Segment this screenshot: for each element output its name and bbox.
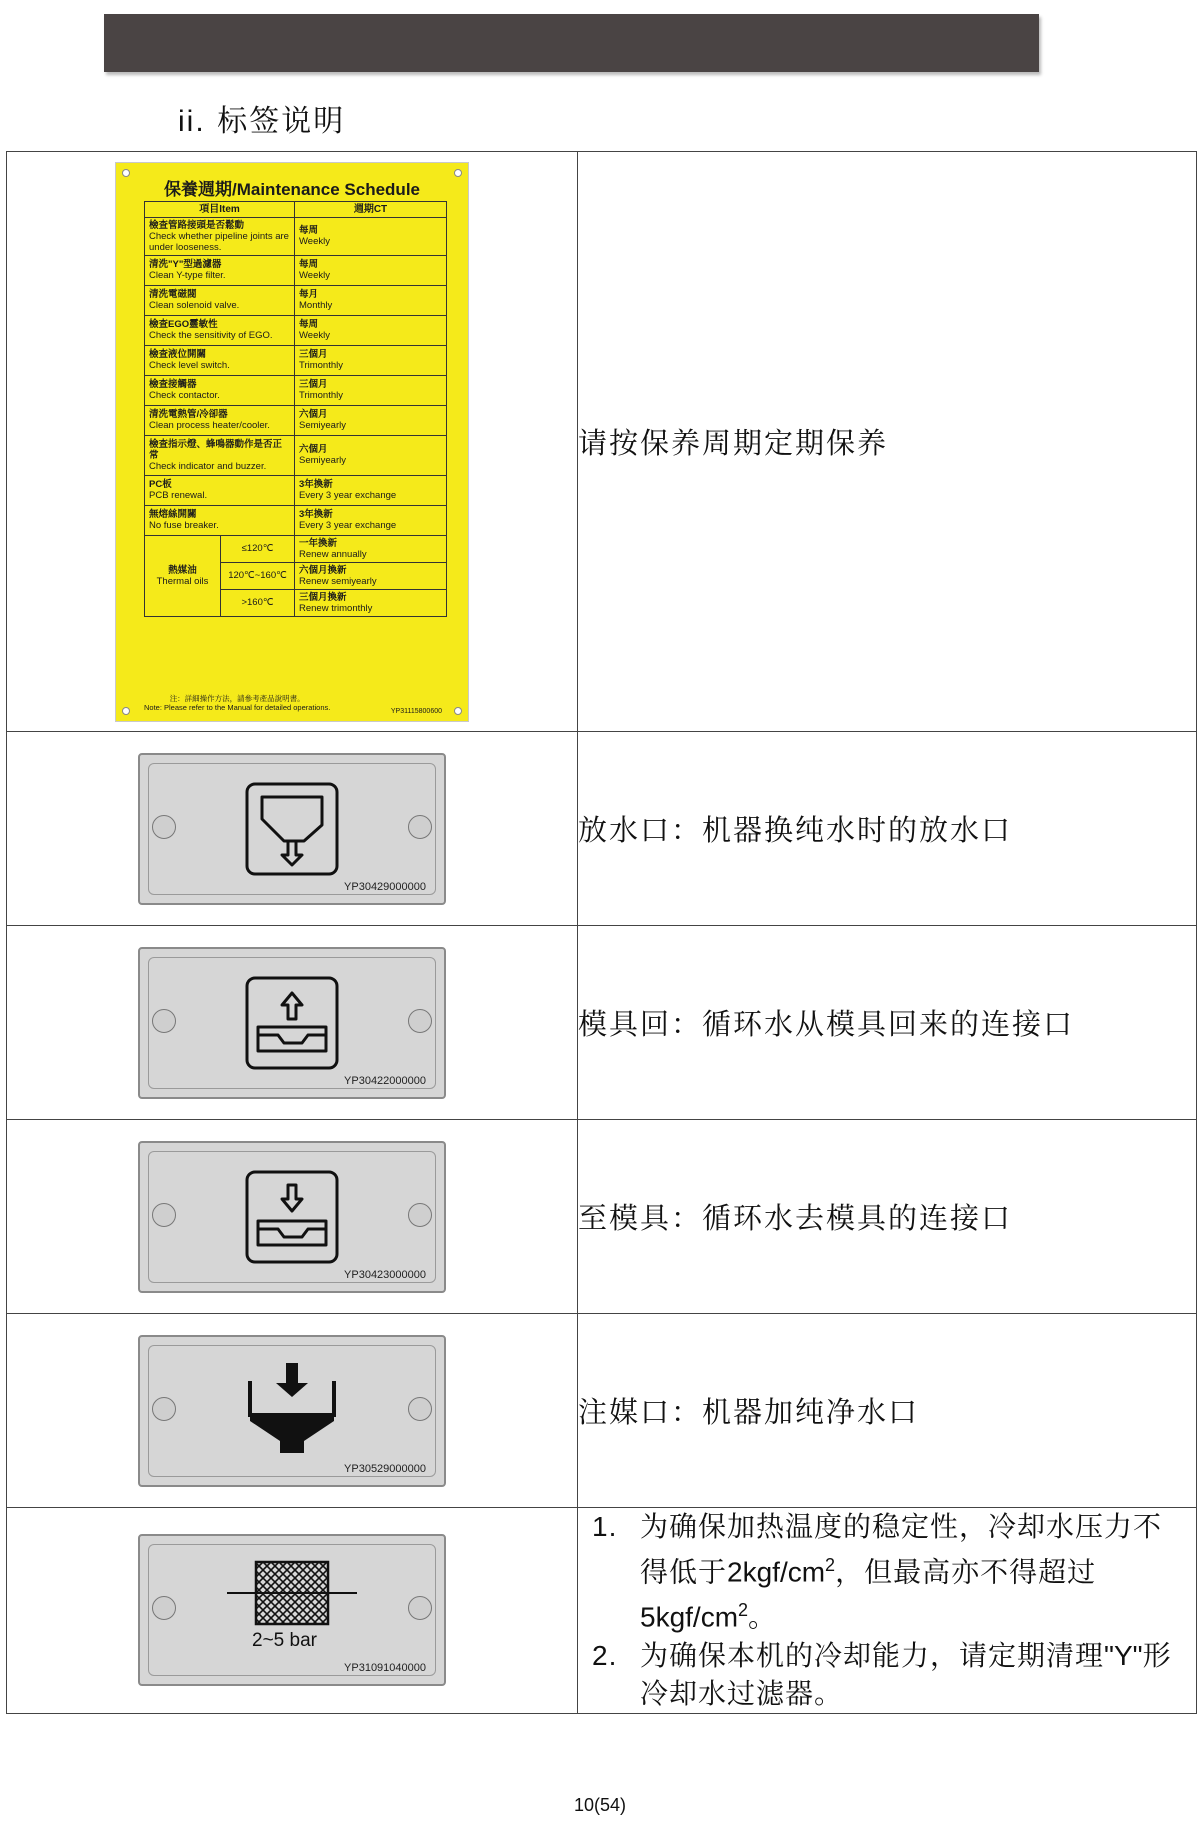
mount-hole-icon xyxy=(408,1397,432,1421)
sign-note xyxy=(144,694,330,712)
schedule-row xyxy=(145,345,447,375)
note-text: 为确保本机的冷却能力，请定期清理 xyxy=(640,1638,1105,1672)
item-en: PCB renewal. xyxy=(149,490,208,501)
thermal-oil-zh: 熱媒油 xyxy=(168,564,197,576)
ct-en: Weekly xyxy=(299,330,330,341)
ct-zh: 三個月 xyxy=(299,349,328,360)
label-image-cell xyxy=(7,1508,578,1714)
plate-code: YP30422000000 xyxy=(344,1074,426,1087)
pressure-range: 2~5 bar xyxy=(252,1630,317,1652)
temp-range: >160℃ xyxy=(221,589,295,616)
ct-en: Every 3 year exchange xyxy=(299,490,397,501)
mount-hole-icon xyxy=(454,707,462,715)
sign-note-en: Note: Please refer to the Manual for detailed operations. xyxy=(144,702,331,712)
item-en: Check contactor. xyxy=(149,390,220,401)
note-quote: "Y" xyxy=(1104,1639,1143,1671)
label-image-cell xyxy=(7,152,578,732)
ct-zh: 三個月 xyxy=(299,379,328,390)
ct-zh: 每周 xyxy=(299,259,319,270)
section-number: ii. xyxy=(178,105,206,138)
ct-en: Weekly xyxy=(299,270,330,281)
thermal-oil-en: Thermal oils xyxy=(156,575,209,587)
table-row xyxy=(7,152,1197,732)
ct-en: Weekly xyxy=(299,236,330,247)
item-zh: 檢查管路接頭是否鬆動 xyxy=(149,219,245,231)
ct-zh: 一年換新 xyxy=(299,537,338,549)
schedule-row xyxy=(145,255,447,285)
item-zh: 無熔絲開關 xyxy=(149,509,197,520)
note-text: 形冷却水过滤器。 xyxy=(640,1638,1172,1710)
ct-zh: 三個月換新 xyxy=(299,591,347,603)
sign-note-zh: 注：詳細操作方法，請參考產品說明書。 xyxy=(169,693,305,703)
ct-en: Semiyearly xyxy=(299,420,346,431)
schedule-row xyxy=(145,475,447,505)
note-text: ，但最高亦不得超过 xyxy=(835,1555,1097,1589)
header-bar xyxy=(104,14,1039,72)
ct-zh: 3年換新 xyxy=(299,509,333,520)
item-zh: 清洗電磁閥 xyxy=(149,289,197,300)
mount-hole-icon xyxy=(152,1397,176,1421)
col-header-ct: 週期CT xyxy=(295,201,447,217)
label-description: 请按保养周期定期保养 xyxy=(578,152,1197,732)
schedule-row xyxy=(145,435,447,475)
schedule-row xyxy=(145,375,447,405)
ct-zh: 六個月換新 xyxy=(299,564,347,576)
drain-plate xyxy=(138,753,446,905)
table-row xyxy=(7,926,1197,1120)
table-row xyxy=(7,732,1197,926)
schedule-table xyxy=(144,201,447,617)
ct-en: Monthly xyxy=(299,300,333,311)
to-mold-plate xyxy=(138,1141,446,1293)
mount-hole-icon xyxy=(152,1009,176,1033)
item-zh: 檢查液位開關 xyxy=(149,349,207,360)
label-image-cell xyxy=(7,926,578,1120)
fill-funnel-icon xyxy=(244,1357,340,1457)
ct-en: Trimonthly xyxy=(299,390,343,401)
ct-en: Every 3 year exchange xyxy=(299,520,397,531)
item-en: Check the sensitivity of EGO. xyxy=(149,330,273,341)
plate-code: YP31091040000 xyxy=(344,1662,426,1675)
sign-code: YP31115800600 xyxy=(390,707,442,715)
filter-pressure-plate xyxy=(138,1534,446,1686)
item-zh: 檢查接觸器 xyxy=(149,379,197,390)
label-description: 注媒口：机器加纯净水口 xyxy=(578,1314,1197,1508)
ct-zh: 每周 xyxy=(299,225,319,236)
note-unit: 5kgf/cm xyxy=(640,1601,739,1633)
schedule-row xyxy=(145,505,447,535)
temp-range: 120℃~160℃ xyxy=(221,562,295,589)
schedule-row xyxy=(145,535,447,562)
label-image-cell xyxy=(7,1120,578,1314)
table-row xyxy=(7,1120,1197,1314)
section-title xyxy=(178,96,345,140)
table-row xyxy=(7,1314,1197,1508)
filter-mesh-icon xyxy=(227,1558,357,1628)
mount-hole-icon xyxy=(408,1203,432,1227)
ct-en: Semiyearly xyxy=(299,455,346,466)
item-zh: 清洗"Y"型過濾器 xyxy=(149,259,222,270)
col-header-item: 項目Item xyxy=(145,201,295,217)
item-en: Clean solenoid valve. xyxy=(149,300,240,311)
label-description: 至模具：循环水去模具的连接口 xyxy=(578,1120,1197,1314)
label-image-cell xyxy=(7,1314,578,1508)
item-en: No fuse breaker. xyxy=(149,520,219,531)
sign-title: 保養週期/Maintenance Schedule xyxy=(164,179,420,199)
maintenance-schedule-sign xyxy=(115,162,469,722)
mold-return-plate xyxy=(138,947,446,1099)
ct-zh: 每月 xyxy=(299,289,319,300)
item-zh: 清洗電熱管/冷卻器 xyxy=(149,409,228,420)
note-number: 1. xyxy=(592,1511,618,1542)
item-zh: 檢查指示燈、蜂鳴器動作是否正常 xyxy=(149,438,283,461)
page-number: 10(54) xyxy=(573,1795,627,1815)
ct-en: Renew annually xyxy=(299,548,367,560)
note-sup: 2 xyxy=(738,1600,749,1621)
plate-code: YP30423000000 xyxy=(344,1268,426,1281)
fill-inlet-plate xyxy=(138,1335,446,1487)
item-zh: PC板 xyxy=(149,479,172,490)
note-text: 为确保加热温度的稳定性，冷却水压力不得低于 xyxy=(640,1510,1163,1589)
table-row xyxy=(7,1508,1197,1714)
labels-table xyxy=(6,151,1197,1714)
item-en: Check whether pipeline joints are under looseness. xyxy=(149,230,289,253)
mount-hole-icon xyxy=(152,1203,176,1227)
ct-zh: 六個月 xyxy=(299,444,328,455)
note-number: 2. xyxy=(592,1639,618,1671)
label-description xyxy=(578,1508,1197,1714)
mount-hole-icon xyxy=(122,707,130,715)
mount-hole-icon xyxy=(152,815,176,839)
label-description: 模具回：循环水从模具回来的连接口 xyxy=(578,926,1197,1120)
schedule-row xyxy=(145,217,447,255)
note-item xyxy=(592,1508,1190,1637)
plate-code: YP30429000000 xyxy=(344,880,426,893)
note-sup: 2 xyxy=(825,1555,836,1575)
temp-range: ≤120℃ xyxy=(221,535,295,562)
item-en: Clean Y-type filter. xyxy=(149,270,226,281)
mold-return-icon xyxy=(244,975,340,1071)
schedule-row xyxy=(145,285,447,315)
ct-zh: 3年換新 xyxy=(299,479,333,490)
schedule-row xyxy=(145,315,447,345)
note-item xyxy=(592,1637,1190,1713)
drain-icon xyxy=(244,781,340,877)
item-zh: 檢查EGO靈敏性 xyxy=(149,319,218,330)
note-text: 。 xyxy=(748,1600,778,1634)
label-image-cell xyxy=(7,732,578,926)
schedule-row xyxy=(145,405,447,435)
plate-code: YP30529000000 xyxy=(344,1462,426,1475)
mount-hole-icon xyxy=(408,1009,432,1033)
label-description: 放水口：机器换纯水时的放水口 xyxy=(578,732,1197,926)
item-en: Clean process heater/cooler. xyxy=(149,420,270,431)
ct-en: Renew trimonthly xyxy=(299,602,373,614)
ct-zh: 六個月 xyxy=(299,409,328,420)
item-en: Check indicator and buzzer. xyxy=(149,460,267,472)
ct-zh: 每周 xyxy=(299,319,319,330)
item-en: Check level switch. xyxy=(149,360,230,371)
note-unit: 2kgf/cm xyxy=(727,1556,826,1588)
notes-list xyxy=(592,1508,1190,1713)
ct-en: Trimonthly xyxy=(299,360,343,371)
section-title-text: 标签说明 xyxy=(217,104,346,139)
to-mold-icon xyxy=(244,1169,340,1265)
ct-en: Renew semiyearly xyxy=(299,575,377,587)
mount-hole-icon xyxy=(408,815,432,839)
